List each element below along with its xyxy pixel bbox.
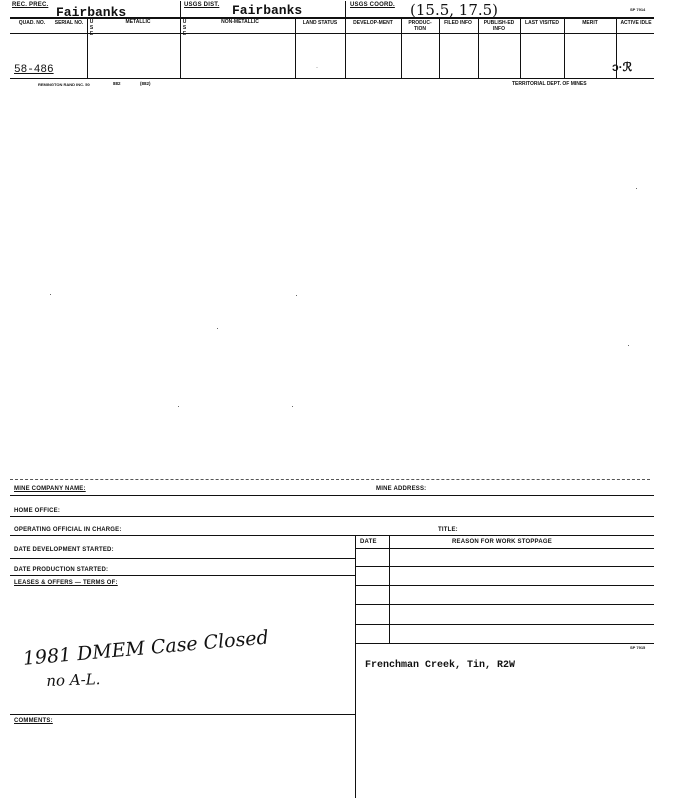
date-column-header: DATE bbox=[360, 539, 377, 545]
usgs-coord-label: USGS COORD. bbox=[350, 2, 395, 8]
rule bbox=[355, 643, 654, 644]
speck bbox=[636, 188, 637, 189]
rule bbox=[355, 566, 654, 567]
agency-label: TERRITORIAL DEPT. OF MINES bbox=[512, 81, 587, 87]
divider bbox=[439, 18, 440, 78]
rule bbox=[10, 17, 654, 19]
rule bbox=[10, 33, 654, 34]
divider bbox=[180, 18, 181, 78]
serial-no-header: SERIAL NO. bbox=[54, 20, 84, 26]
rule bbox=[355, 548, 654, 549]
printer-line: REMINGTON RAND INC. 50 bbox=[38, 82, 90, 87]
card-edge bbox=[10, 479, 650, 480]
divider bbox=[345, 1, 346, 17]
divider bbox=[355, 535, 356, 798]
speck bbox=[178, 406, 179, 407]
operating-official-label: OPERATING OFFICIAL IN CHARGE: bbox=[14, 527, 122, 533]
merit-header: MERIT bbox=[582, 20, 598, 26]
speck bbox=[292, 406, 293, 407]
form-number-top: SP 7914 bbox=[630, 7, 646, 12]
rule bbox=[10, 516, 654, 517]
handwritten-note-line2: no A-L. bbox=[46, 670, 101, 690]
quad-no-header: QUAD. NO. bbox=[18, 20, 46, 26]
home-office-label: HOME OFFICE: bbox=[14, 508, 61, 514]
form-number-bottom: SP 7915 bbox=[630, 645, 646, 650]
use-metallic-header: U S E bbox=[89, 19, 94, 37]
rule bbox=[10, 78, 654, 79]
divider bbox=[295, 18, 296, 78]
rule bbox=[355, 624, 654, 625]
divider bbox=[520, 18, 521, 78]
metallic-header: METALLIC bbox=[125, 19, 151, 25]
quad-value: 58-486 bbox=[14, 64, 54, 76]
divider bbox=[389, 535, 390, 643]
usgs-dist-label: USGS DIST. bbox=[184, 2, 220, 8]
speck bbox=[296, 295, 297, 296]
divider bbox=[478, 18, 479, 78]
handwritten-note-line1: 1981 DMEM Case Closed bbox=[22, 626, 270, 670]
title-label: TITLE: bbox=[438, 527, 458, 533]
speck bbox=[50, 294, 51, 295]
speck bbox=[217, 328, 218, 329]
divider bbox=[87, 18, 88, 78]
date-production-label: DATE PRODUCTION STARTED: bbox=[14, 567, 109, 573]
nonmetallic-header: NON-METALLIC bbox=[221, 19, 259, 25]
rule bbox=[10, 535, 654, 536]
speck bbox=[628, 345, 629, 346]
divider bbox=[401, 18, 402, 78]
typed-note: Frenchman Creek, Tin, R2W bbox=[365, 660, 516, 671]
usgs-dist-value: Fairbanks bbox=[232, 3, 303, 18]
rec-prec-value: Fairbanks bbox=[56, 5, 127, 20]
rule bbox=[10, 714, 355, 715]
printer-code: 882 bbox=[113, 81, 121, 86]
reason-column-header: REASON FOR WORK STOPPAGE bbox=[452, 539, 552, 545]
usgs-coord-value: (15.5, 17.5) bbox=[410, 1, 499, 19]
land-status-mark: · bbox=[316, 65, 318, 71]
leases-label: LEASES & OFFERS — TERMS OF: bbox=[14, 580, 118, 586]
divider bbox=[180, 1, 181, 17]
comments-label: COMMENTS: bbox=[14, 718, 53, 724]
rule bbox=[355, 585, 654, 586]
land-status-header: LAND STATUS bbox=[302, 20, 338, 26]
active-idle-header: ACTIVE IDLE bbox=[620, 20, 652, 26]
divider bbox=[564, 18, 565, 78]
development-header: DEVELOP-MENT bbox=[353, 20, 393, 26]
date-development-label: DATE DEVELOPMENT STARTED: bbox=[14, 547, 114, 553]
rec-prec-label: REC. PREC. bbox=[12, 2, 49, 8]
use-nonmetallic-header: U S E bbox=[182, 19, 187, 37]
divider bbox=[345, 18, 346, 78]
active-idle-mark: ↄ·ℛ bbox=[612, 60, 633, 74]
mine-company-name-label: MINE COMPANY NAME: bbox=[14, 486, 86, 492]
production-header: PRODUC-TION bbox=[408, 20, 432, 32]
mine-address-label: MINE ADDRESS: bbox=[376, 486, 427, 492]
rule bbox=[355, 604, 654, 605]
published-info-header: PUBLISH-ED INFO bbox=[483, 20, 515, 32]
rule bbox=[10, 495, 654, 496]
filed-info-header: FILED INFO bbox=[444, 20, 472, 26]
rule bbox=[10, 558, 355, 559]
rule bbox=[10, 575, 355, 576]
printer-code-2: (882) bbox=[140, 81, 151, 86]
last-visited-header: LAST VISITED bbox=[525, 20, 559, 26]
